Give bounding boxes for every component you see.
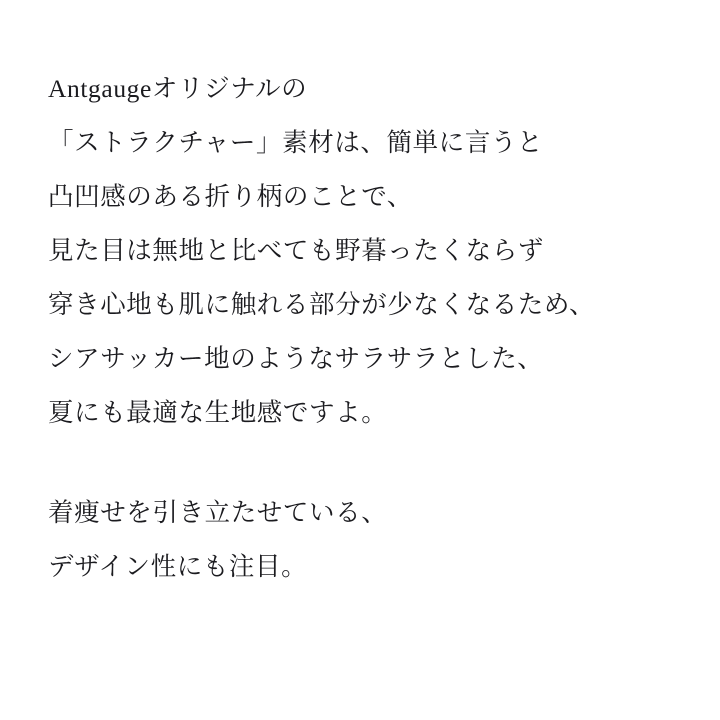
paragraph-1 — [48, 62, 698, 440]
text-line: デザイン性にも注目。 — [48, 552, 308, 581]
text-line: 穿き心地も肌に触れる部分が少なくなるため、 — [48, 290, 596, 319]
text-line: シアサッカー地のようなサラサラとした、 — [48, 344, 544, 373]
text-line: 凸凹感のある折り柄のことで、 — [48, 182, 413, 211]
text-line: Antgaugeオリジナルの — [48, 74, 308, 103]
product-description-text — [48, 62, 698, 594]
paragraph-2 — [48, 486, 698, 594]
text-line: 「ストラクチャー」素材は、簡単に言うと — [48, 128, 544, 157]
text-line: 夏にも最適な生地感ですよ。 — [48, 398, 388, 427]
text-line: 着痩せを引き立たせている、 — [48, 498, 388, 527]
text-line: 見た目は無地と比べても野暮ったくならず — [48, 236, 544, 265]
